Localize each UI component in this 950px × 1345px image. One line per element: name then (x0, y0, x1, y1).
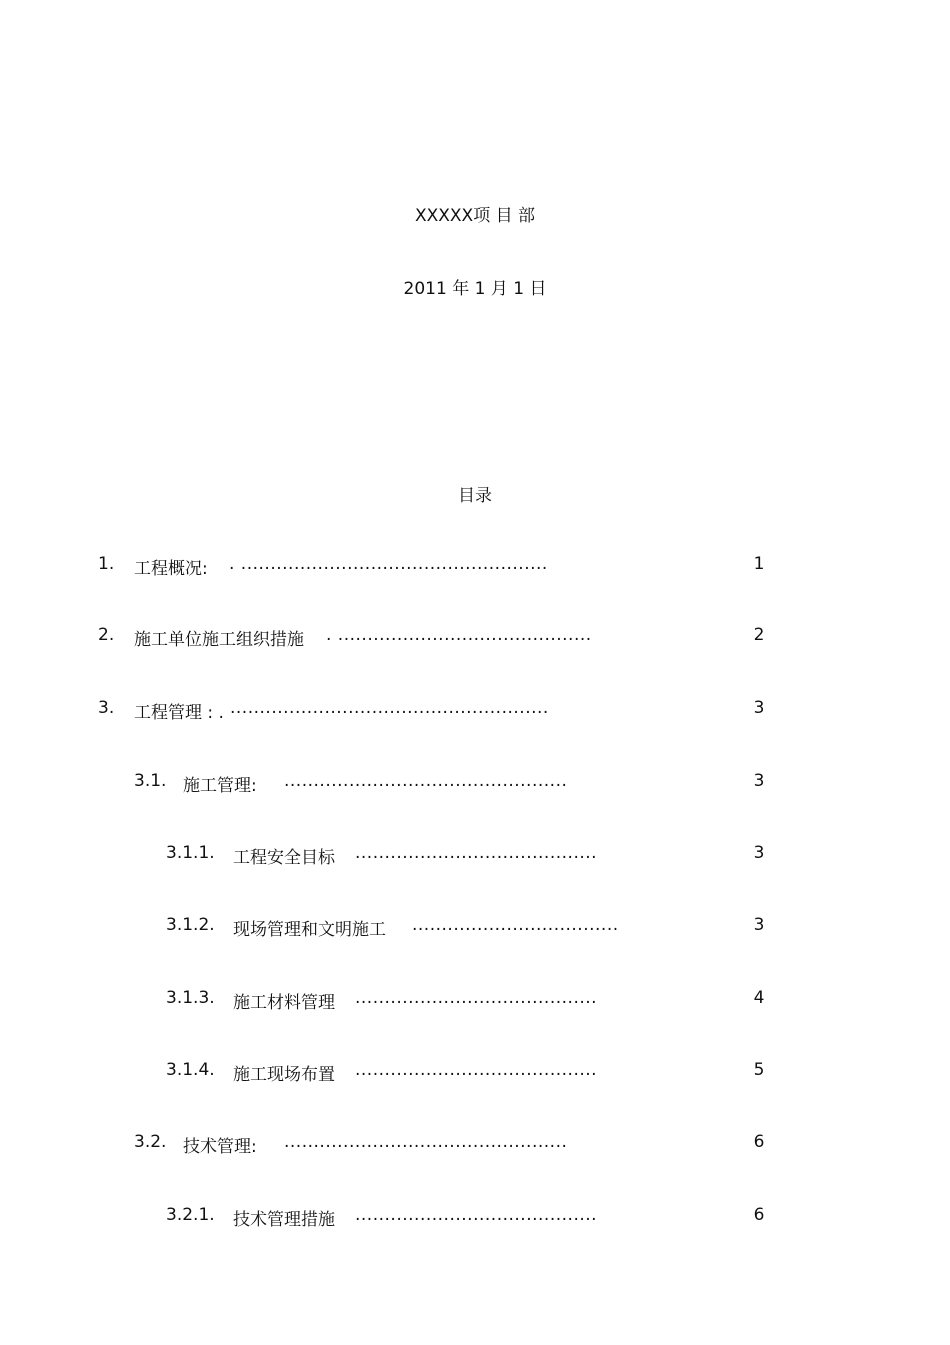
toc-entry-number: 3.1.4. (166, 1060, 215, 1080)
toc-entry-label: 施工管理: (183, 776, 257, 796)
toc-entry-page: 2 (753, 625, 765, 645)
toc-entry-label: 施工材料管理 (233, 993, 335, 1013)
toc-entry-number: 3.2. (134, 1132, 167, 1152)
toc-entry-page: 6 (753, 1132, 765, 1152)
toc-entry-label: 施工单位施工组织措施 (134, 630, 304, 650)
toc-entry-page: 3 (753, 698, 765, 718)
toc-dot-leader: ......................................... (355, 843, 598, 863)
toc-dot-leader: ......................................... (355, 988, 598, 1008)
toc-entry-number: 3.1.1. (166, 843, 215, 863)
toc-entry-label: 技术管理措施 (233, 1210, 335, 1230)
toc-entry-page: 3 (753, 843, 765, 863)
toc-entry-page: 1 (753, 554, 765, 574)
project-department-title: XXXXX项 目 部 (414, 206, 536, 226)
toc-entry-page: 3 (753, 915, 765, 935)
toc-entry-label: 工程管理 : . (134, 703, 224, 723)
toc-entry-label: 施工现场布置 (233, 1065, 335, 1085)
document-date: 2011 年 1 月 1 日 (403, 279, 547, 299)
toc-entry[interactable] (0, 1205, 950, 1229)
toc-entry[interactable] (0, 843, 950, 867)
toc-dot-leader: . ........................................... (326, 625, 592, 645)
toc-entry-number: 1. (98, 554, 115, 574)
toc-entry[interactable] (0, 698, 950, 722)
toc-dot-leader: ................................................ (284, 1132, 568, 1152)
toc-dot-leader: ...................................................... (230, 698, 549, 718)
toc-entry-label: 现场管理和文明施工 (233, 920, 386, 940)
toc-dot-leader: . .................................................... (229, 554, 548, 574)
toc-entry-number: 3.1.3. (166, 988, 215, 1008)
toc-entry-page: 4 (753, 988, 765, 1008)
toc-entry-number: 3.1. (134, 771, 167, 791)
toc-entry-number: 3. (98, 698, 115, 718)
toc-entry-number: 3.2.1. (166, 1205, 215, 1225)
toc-entry[interactable] (0, 1132, 950, 1156)
toc-dot-leader: ................................... (412, 915, 619, 935)
toc-entry-page: 6 (753, 1205, 765, 1225)
toc-dot-leader: ......................................... (355, 1205, 598, 1225)
toc-entry-label: 技术管理: (183, 1137, 257, 1157)
toc-entry[interactable] (0, 554, 950, 578)
toc-entry-label: 工程安全目标 (233, 848, 335, 868)
toc-entry-number: 2. (98, 625, 115, 645)
toc-dot-leader: ................................................ (284, 771, 568, 791)
toc-entry[interactable] (0, 988, 950, 1012)
toc-dot-leader: ......................................... (355, 1060, 598, 1080)
toc-title: 目录 (458, 486, 492, 506)
toc-entry-page: 5 (753, 1060, 765, 1080)
toc-entry-number: 3.1.2. (166, 915, 215, 935)
toc-entry-page: 3 (753, 771, 765, 791)
toc-entry[interactable] (0, 1060, 950, 1084)
toc-entry-label: 工程概况: (134, 559, 208, 579)
toc-entry[interactable] (0, 771, 950, 795)
toc-entry[interactable] (0, 625, 950, 649)
toc-entry[interactable] (0, 915, 950, 939)
